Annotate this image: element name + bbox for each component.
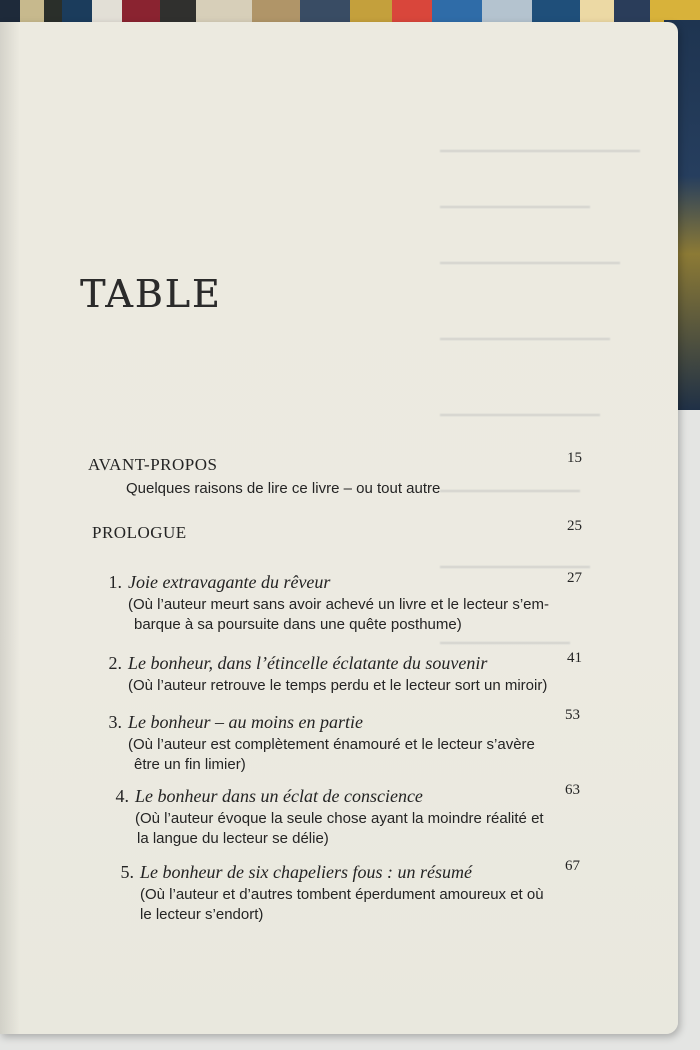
- chapter-title: Le bonheur – au moins en partie: [128, 712, 363, 732]
- chapter-number: 1.: [108, 572, 122, 592]
- toc-entry-avant-propos: [88, 455, 528, 499]
- chapter-number: 4.: [115, 786, 129, 806]
- chapter-description-line2: le lecteur s’endort): [140, 906, 264, 923]
- prologue-label: PROLOGUE: [92, 523, 187, 542]
- toc-entry-chapter-1: [100, 572, 550, 635]
- show-through-decoration: [440, 150, 660, 890]
- chapter-number: 5.: [120, 862, 134, 882]
- page-gutter-shadow: [0, 22, 20, 1034]
- chapter-2-page: 41: [567, 650, 582, 666]
- prologue-page: 25: [567, 518, 582, 534]
- chapter-1-page: 27: [567, 570, 582, 586]
- avant-propos-label: AVANT-PROPOS: [88, 455, 218, 474]
- toc-entry-chapter-5: [112, 862, 562, 925]
- toc-entry-chapter-3: [100, 712, 550, 775]
- chapter-description-line1: (Où l’auteur retrouve le temps perdu et le lecteur sort un miroir): [128, 677, 548, 694]
- toc-title: TABLE: [80, 272, 222, 316]
- chapter-title: Joie extravagante du rêveur: [128, 572, 331, 592]
- chapter-description-line2: être un fin limier): [134, 756, 246, 773]
- chapter-number: 3.: [108, 712, 122, 732]
- toc-entry-prologue: [92, 523, 187, 543]
- chapter-description-line1: (Où l’auteur meurt sans avoir achevé un livre et le lecteur s’em-: [128, 596, 550, 613]
- chapter-title: Le bonheur de six chapeliers fous : un résumé: [140, 862, 472, 882]
- chapter-number: 2.: [108, 653, 122, 673]
- chapter-title: Le bonheur dans un éclat de conscience: [135, 786, 423, 806]
- chapter-3-page: 53: [565, 707, 580, 723]
- chapter-description-line1: (Où l’auteur évoque la seule chose ayant la moindre réalité et: [135, 810, 544, 827]
- avant-propos-subtitle: Quelques raisons de lire ce livre – ou tout autre: [126, 480, 441, 497]
- chapter-description-line2: la langue du lecteur se délie): [137, 830, 329, 847]
- toc-entry-chapter-2: [100, 653, 550, 696]
- chapter-title: Le bonheur, dans l’étincelle éclatante du souvenir: [128, 653, 488, 673]
- toc-entry-chapter-4: [107, 786, 557, 849]
- chapter-description-line2: barque à sa poursuite dans une quête posthume): [134, 616, 462, 633]
- chapter-5-page: 67: [565, 858, 580, 874]
- chapter-description-line1: (Où l’auteur est complètement énamouré et le lecteur s’avère: [128, 736, 535, 753]
- avant-propos-page: 15: [567, 450, 582, 466]
- chapter-description-line1: (Où l’auteur et d’autres tombent éperdument amoureux et où: [140, 886, 544, 903]
- chapter-4-page: 63: [565, 782, 580, 798]
